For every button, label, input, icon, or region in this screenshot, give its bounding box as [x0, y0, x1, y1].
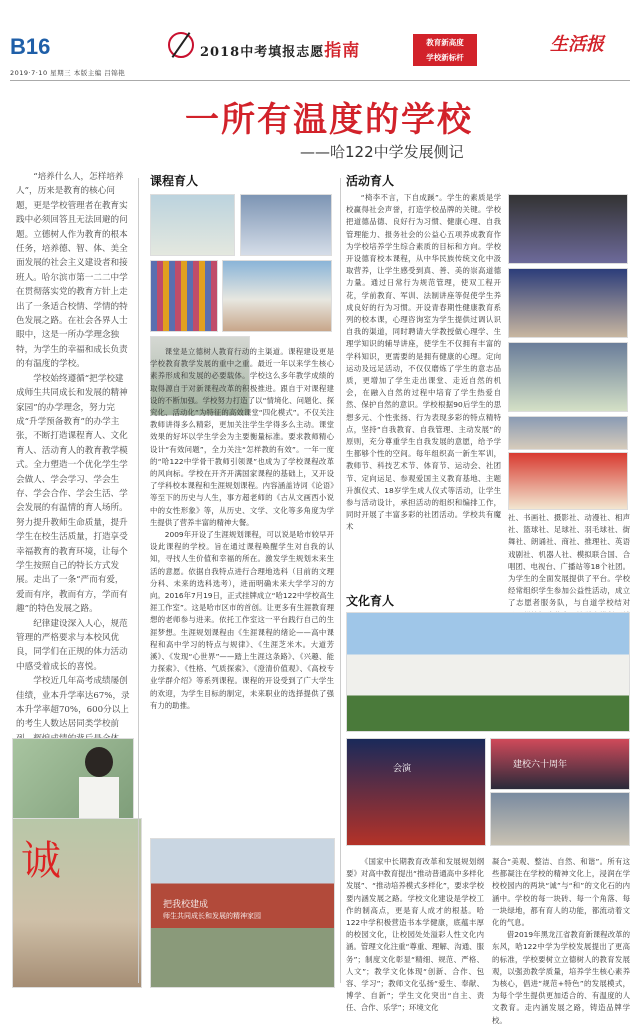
gym-photo [508, 416, 628, 450]
culture-paragraph: 凝合“美观、整洁、自然、和谐”。所有这些都凝注在学校的精神文化上，浸润在学校校园内的两块“诚”与“和”的文化石的内涵中。学校的每一块砖、每一个角落、每一块绿地，都有育人的功能，都流动着文化的气息。 [492, 857, 630, 928]
gate-sign-text: 把我校建成 [163, 900, 209, 910]
activity-text [346, 192, 501, 534]
ceremony-photo [508, 452, 628, 510]
lede-column [16, 170, 131, 775]
lede-paragraph: 学校始终遵循“把学校建成师生共同成长和发展的精神家园”的办学理念，努力完成“升学预备教育”的办学主张，不断打造课程育人、文化育人、活动育人的教育教学模式。全力塑造一个优化学生学会做人、学会学习、学会生存、学会合作、学会生活、学会发展的有温情的育人场所。努力提升教师生命质量，提升学生在校生活质量，打造享受幸福教育的教育环境，让每个学生按照自己的特长方式发展。走出了一条“严而有爱，爱而有序，教而有方，学而有趣”的特色发展之路。 [16, 373, 128, 615]
school-gate-photo [150, 838, 335, 988]
classroom-photo [150, 194, 235, 256]
section-title-activity: 活动育人 [346, 174, 395, 188]
newspaper-logo: 生活报 [550, 34, 604, 55]
students-photo [222, 260, 332, 332]
anniversary-text: 建校六十周年 [513, 760, 568, 770]
activity-paragraph: “椅李不言，下自成蹊”。学生的素质是学校赢得社会声誉，打造学校品牌的关键。学校把道德品德、良好行为习惯、健康心理、自我管理能力、报务社会的公益心五项养成教育作为学校培养学生综合素质的目标和方向。学校开设德育校本课程，从中华民族传统文化中汲取营养，让学生感受到真、善、美的崇高道德力量。通过日常行为规范管理，使双工程开花，学前教育、军训、法制讲座等促使学生养成良好的行为习惯。开设青春期性健康教育系列的校本课，心理咨询室为学生提供过调认识自我的渠道，同时聘请大学教授做心理学、生理学知识的辅导讲座，使学生不仅拥有丰富的学科知识，更需要的是拥有健康的心理。定向运动及远足活动，不仅仅磨炼了学生的意志品质，更增加了学生走出课堂、走近自然的机会，在融入自然的过程中培育了学生热爱自然、保护自然的意识。学校根据90后学生的思想多元、个性张扬、行为表现多彩的特点精特点，坚持“自我教育、自我管理、主动发展”的原则，充分尊重学生自我发展的意愿，给予学生都够个性的空间。每年组织高一新生军训，教师节、科技艺术节、体育节、运动会、社团节、定向运足、参观爱国主义教育基地、主题升旗仪式、18岁学生成人仪式等活动，让学生参与活动设计，承担活动的组织和编排工作，同时开展了丰富多彩的社团活动。学校共有魔术 [346, 193, 501, 532]
lede-paragraph: 学校近几年高考成绩屡创佳绩，业本升学率达67%，录本升学率超70%，600分以上的考生人数达居同类学校前 [16, 676, 130, 730]
lede-paragraph: 纪律建设深入人心，规范管理的严格要求与本校风优良，同学们在正规的体力活动中感受着成长的喜悦。 [16, 618, 128, 672]
stone-photo: 诚 [12, 818, 142, 988]
stage-photo [346, 738, 486, 846]
course-paragraph: 2009年开设了生涯规划课程，可以说是哈市较早开设此课程的学校。旨在通过课程唤醒学生对自我的认知，寻找人生价值和幸福的所在。激发学生规划未来生活的意愿。依据自我特点进行合理地选科（目前的文理分科、未来的选科选考），进而明确未来大学学习的方向。2016年7月19日，正式挂牌成立“哈122中学校高生涯工作室”。这是哈市区市的首创。让更多有生涯教育理想的老师参与进来。依托工作室这一平台践行自己的生涯梦想。生涯规划课程由《生涯课程的绪论——高中课程和高中学习的特点与规律》、《生涯芝米木。大道芳溪》、《发现“心世界”——踏上生涯这条路》、《兴趣、能力探索》、《性格、气质探索》、《澄清价值观》、《高校专业学群介绍》等系列课程。课程的开设受到了广大学生的欢迎，为学生目标的制定，未来职业的选择提供了强有力的助推。 [150, 530, 334, 710]
sports-photo [508, 342, 628, 412]
article-subtitle: ——哈122中学发展侧记 [300, 143, 464, 161]
header-rule [10, 80, 630, 81]
lede-paragraph: “培养什么人，怎样培养人”，历来是教育的核心问题，更是学校管理者在教育实践中必须回答且无法回避的问题。立德树人作为教育的根本任务，培养德、智、体、美全面发展的社会主义建设者和接班人。哈尔滨市第一二二中学在贯彻落实党的教育方针上走出了一条适合校情、学情的特色发展之路。在社会各界人士眼中，这是一所办学理念独特，为学生的幸福和成长负责的有温度的学校。 [16, 172, 128, 370]
section-title-culture: 文化育人 [346, 594, 395, 608]
anniversary-photo [490, 738, 630, 790]
column-divider [340, 178, 341, 983]
column-divider [138, 178, 139, 983]
compass-logo-icon [168, 32, 194, 58]
lecture-photo [240, 194, 332, 256]
performance-photo [508, 268, 628, 338]
group-photo [346, 612, 630, 732]
activity-paragraph: 社、书画社、摄影社、动漫社、相声社、篮球社、足球社、羽毛球社、街舞社、朗诵社、商社、推理社、英语戏剧社、机器人社、模拟联合国、合唱团、电视台、广播站等18个社团。为学生的全面发展提供了平台。学校经常组织学生参加公益性活动，成立了志愿者服务队，与自道学校结对 [508, 513, 630, 608]
culture-paragraph: 借2019年黑龙江省教育新课程改革的东风，哈122中学为学校发展提出了更高的标准，学校要树立立德树人的教育发展观，以强劲教学质量，培养学生核心素养为核心，倡进“规范+特色”的发展模式，为每个学生提供更加适合的、有温度的人文教育。走内涵发展之路，铸造品牌学校。 [492, 930, 630, 1025]
article-title: 一所有温度的学校 [185, 100, 473, 140]
building-photo [490, 792, 630, 846]
course-text [150, 346, 334, 712]
crafts-photo [150, 260, 218, 332]
portrait-photo [12, 738, 134, 828]
page-number: B16 [10, 34, 51, 59]
header-banner: 2018中考填报志愿指南 [200, 41, 361, 61]
culture-text [346, 856, 484, 1015]
dateline: 2019·7·10 星期三 本版主编 吕锦艳 [10, 69, 126, 77]
culture-text-cont [492, 856, 630, 1027]
gate-sign-text: 师生共同成长和发展的精神家园 [163, 912, 261, 920]
header-red-box: 教育新高度 学校新标杆 [413, 34, 477, 66]
martial-arts-photo [508, 194, 628, 264]
stage-text: 会演 [393, 764, 412, 774]
culture-paragraph: 《国家中长期教育改革和发展规划纲要》对高中教育提出“推动普通高中多样化发展”、“推动培养模式多样化”，要求学校要内涵发展之路。学校文化建设是学校工作的制高点，更是育人成才的根基。哈122中学积极营造书本学健康，底蕴丰厚的校园文化，让校园处处溢彩人性文化内涵。管理文化注重“尊重、理解、沟通、服务”；制度文化彰显“精细、规范、严格、人文”；教学文化体现“创新、合作、包容、学习”；教师文化弘扬“爱生、奉献、博学、自新”；学生文化突出“自主、责任、合作、乐学”；环境文化 [346, 857, 484, 1013]
section-title-course: 课程育人 [150, 174, 199, 188]
course-paragraph: 课堂是立德树人教育行动的主渠道。课程建设更是学校教育教学发展的重中之重。最近一年以来学生核心素养形成和发展的必要载体。学校这么多年教学成绩的取得源自于对新课程改革的积极推进。跟自于对课程建设的不断加强。学校努力打造了以“情境化、问题化、探究化、活动化”为特征的高效课堂“四化模式”。不仅关注教师讲得多么精彩，更加关注学生学得多么主动。课堂效果的好坏以学生学会为主要衡量标准。要求教师精心设计“有效问题”，全力关注“怎样教的有效”。一年一度的“哈122中学骨干教师引领课”也成为了学校课程改革的风向标。学校在开齐开满国家课程的基础上，又开设了学科校本课程和生涯规划课程。内容涵盖诗词《论语》等至下的历史与人生，事方超老师的《古从文画西小说中的女性形象》等，从历史、文学、文化等多角度为学生提供了营养丰富的精神大餐。 [150, 347, 334, 527]
